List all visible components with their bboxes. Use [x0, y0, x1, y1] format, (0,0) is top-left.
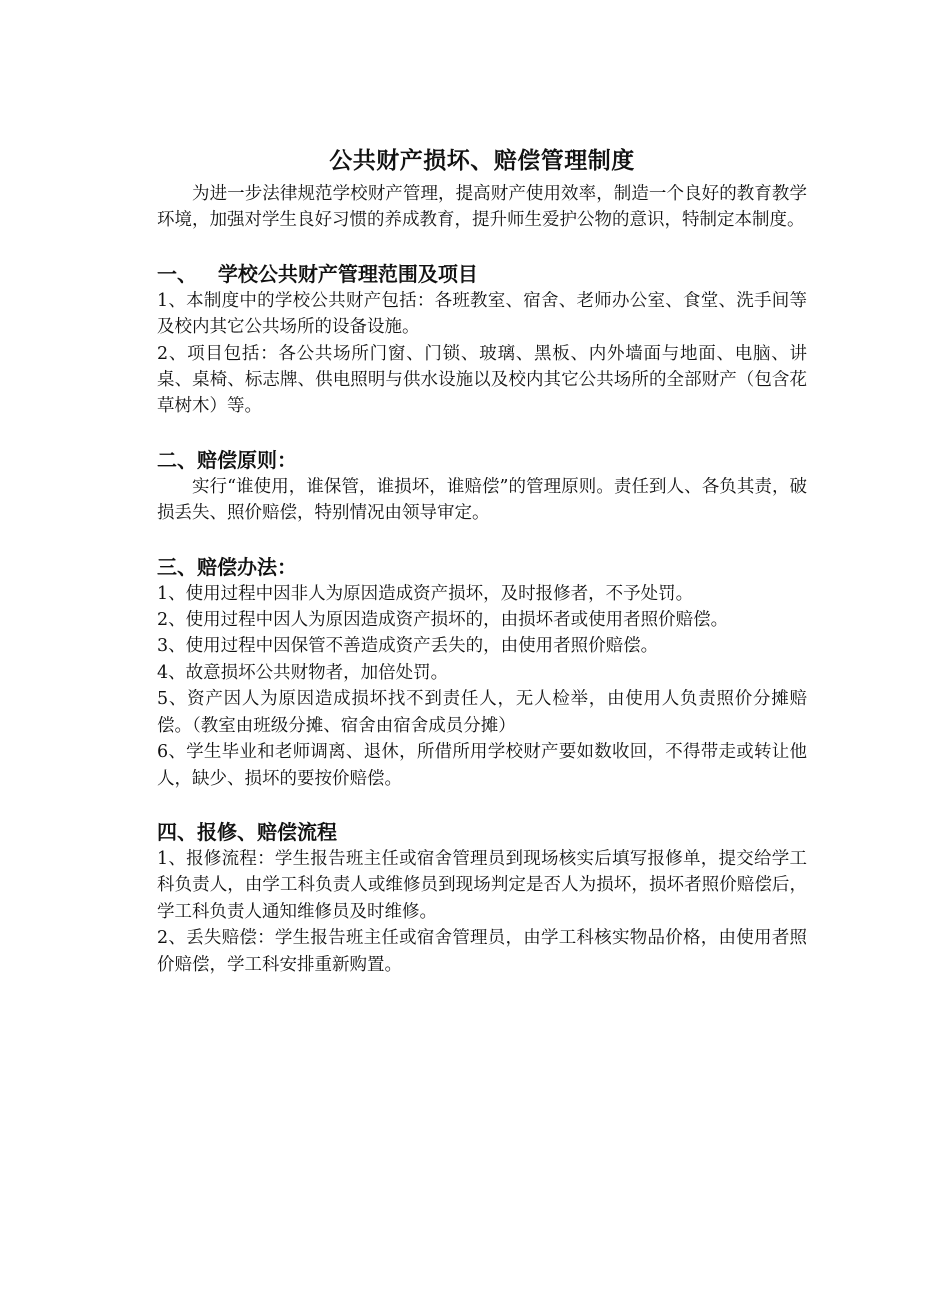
section-heading-methods: 三、赔偿办法：	[157, 554, 297, 579]
method-item-1: 1、使用过程中因非人为原因造成资产损坏，及时报修者，不予处罚。	[157, 583, 694, 604]
section-heading-principles: 二、赔偿原则：	[157, 447, 297, 472]
intro-paragraph: 为进一步法律规范学校财产管理，提高财产使用效率，制造一个良好的教育教学环境，加强对学生良好习惯的养成教育，提升师生爱护公物的意识，特制定本制度。	[157, 184, 807, 231]
section-process	[157, 818, 807, 978]
section-scope	[157, 260, 807, 420]
section-methods	[157, 553, 807, 792]
process-item-2: 2、丢失赔偿：学生报告班主任或宿舍管理员，由学工科核实物品价格，由使用者照价赔偿，学工科安排重新购置。	[157, 928, 807, 975]
method-item-2: 2、使用过程中因人为原因造成资产损坏的，由损坏者或使用者照价赔偿。	[157, 610, 729, 631]
scope-item-1: 1、本制度中的学校公共财产包括：各班教室、宿舍、老师办公室、食堂、洗手间等及校内其它公共场所的设备设施。	[157, 290, 807, 338]
document-page	[157, 143, 807, 978]
section-principles	[157, 446, 807, 527]
document-title: 公共财产损坏、赔偿管理制度	[329, 147, 635, 174]
section-heading-scope: 一、 学校公共财产管理范围及项目	[157, 261, 478, 286]
section-heading-process: 四、报修、赔偿流程	[157, 819, 337, 844]
scope-item-2: 2、项目包括：各公共场所门窗、门锁、玻璃、黑板、内外墙面与地面、电脑、讲桌、桌椅、标志牌、供电照明与供水设施以及校内其它公共场所的全部财产（包含花草树木）等。	[157, 343, 807, 417]
principles-paragraph: 实行“谁使用，谁保管，谁损坏，谁赔偿”的管理原则。责任到人、各负其责，破损丢失、照价赔偿，特别情况由领导审定。	[157, 476, 807, 524]
method-item-5: 5、资产因人为原因造成损坏找不到责任人，无人检举，由使用人负责照价分摊赔偿。（教室由班级分摊、宿舍由宿舍成员分摊）	[157, 689, 807, 736]
method-item-6: 6、学生毕业和老师调离、退休，所借所用学校财产要如数收回，不得带走或转让他人，缺少、损坏的要按价赔偿。	[157, 742, 807, 789]
method-item-4: 4、故意损坏公共财物者，加倍处罚。	[157, 662, 449, 683]
method-item-3: 3、使用过程中因保管不善造成资产丢失的，由使用者照价赔偿。	[157, 636, 659, 657]
process-item-1: 1、报修流程：学生报告班主任或宿舍管理员到现场核实后填写报修单，提交给学工科负责人，由学工科负责人或维修员到现场判定是否人为损坏，损坏者照价赔偿后，学工科负责人通知维修员及时维修。	[157, 848, 807, 922]
